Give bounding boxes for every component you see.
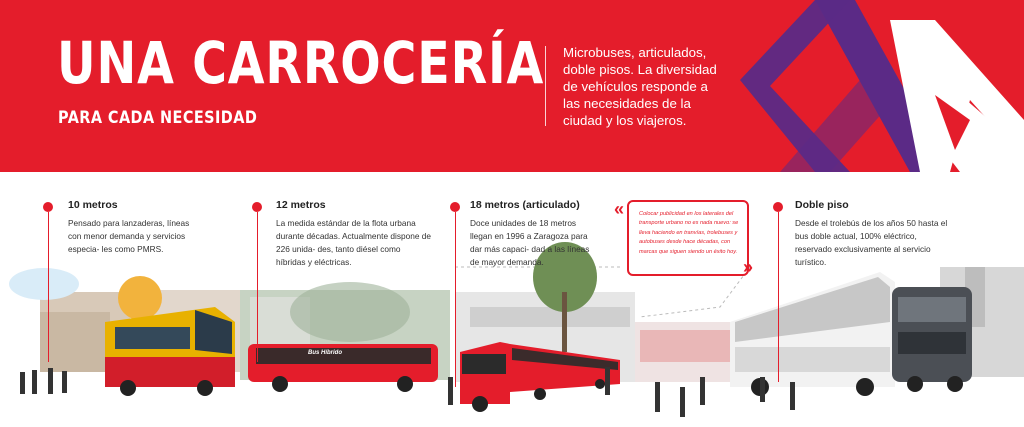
bus-double-decker-image xyxy=(730,272,972,396)
timeline-dot-10m xyxy=(43,202,53,212)
item-body-12m: La medida estándar de la flota urbana durante décadas. Actualmente dispone de 226 unida- des, tanto diésel como híbridas y eléctricas. xyxy=(276,218,431,267)
header-banner xyxy=(0,0,1024,172)
chevron-logo-graphic xyxy=(720,0,1024,172)
timeline-section xyxy=(0,172,1024,427)
page-title: UNA CARROCERÍA xyxy=(57,29,545,97)
timeline-dot-18m xyxy=(450,202,460,212)
callout-box xyxy=(627,200,749,276)
bus-12m-image xyxy=(248,344,438,392)
timeline-line-12m xyxy=(257,212,258,362)
item-title-10m: 10 metros xyxy=(68,199,118,211)
intro-text: Microbuses, articulados, doble pisos. La diversidad de vehículos responde a las necesidades de la ciudad y los viajeros. xyxy=(563,45,717,128)
chevron-right-icon: » xyxy=(743,257,754,277)
timeline-line-18m xyxy=(455,212,456,387)
item-body-double-decker: Desde el trolebús de los años 50 hasta el bus doble actual, 100% eléctrico, reservado exclusivamente al servicio turístico. xyxy=(795,218,948,267)
timeline-dot-12m xyxy=(252,202,262,212)
item-title-12m: 12 metros xyxy=(276,199,326,211)
chevron-left-icon: « xyxy=(614,199,625,219)
bus-10m-image xyxy=(105,307,235,396)
timeline-line-double-decker xyxy=(778,212,779,382)
timeline-line-10m xyxy=(48,212,49,362)
item-body-18m: Doce unidades de 18 metros llegan en 1996 a Zaragoza para dar más capaci- dad a las líneas de mayor demanda. xyxy=(470,218,590,267)
timeline-dot-double-decker xyxy=(773,202,783,212)
callout-text: Colocar publicidad en los laterales del transporte urbano no es nada nuevo: se lleva haciendo en tranvías, trolebuses y autobuses desde hace décadas, con marcas que siguen siendo un éxito hoy. xyxy=(639,211,739,255)
header-divider xyxy=(545,46,546,126)
bus-brand-label: Bus Híbrido xyxy=(308,350,342,356)
page-subtitle: PARA CADA NECESIDAD xyxy=(58,108,258,128)
item-title-18m: 18 metros (articulado) xyxy=(470,199,580,211)
item-body-10m: Pensado para lanzaderas, líneas con menor demanda y servicios especia- les como PMRS. xyxy=(68,218,190,254)
item-title-double-decker: Doble piso xyxy=(795,199,849,211)
